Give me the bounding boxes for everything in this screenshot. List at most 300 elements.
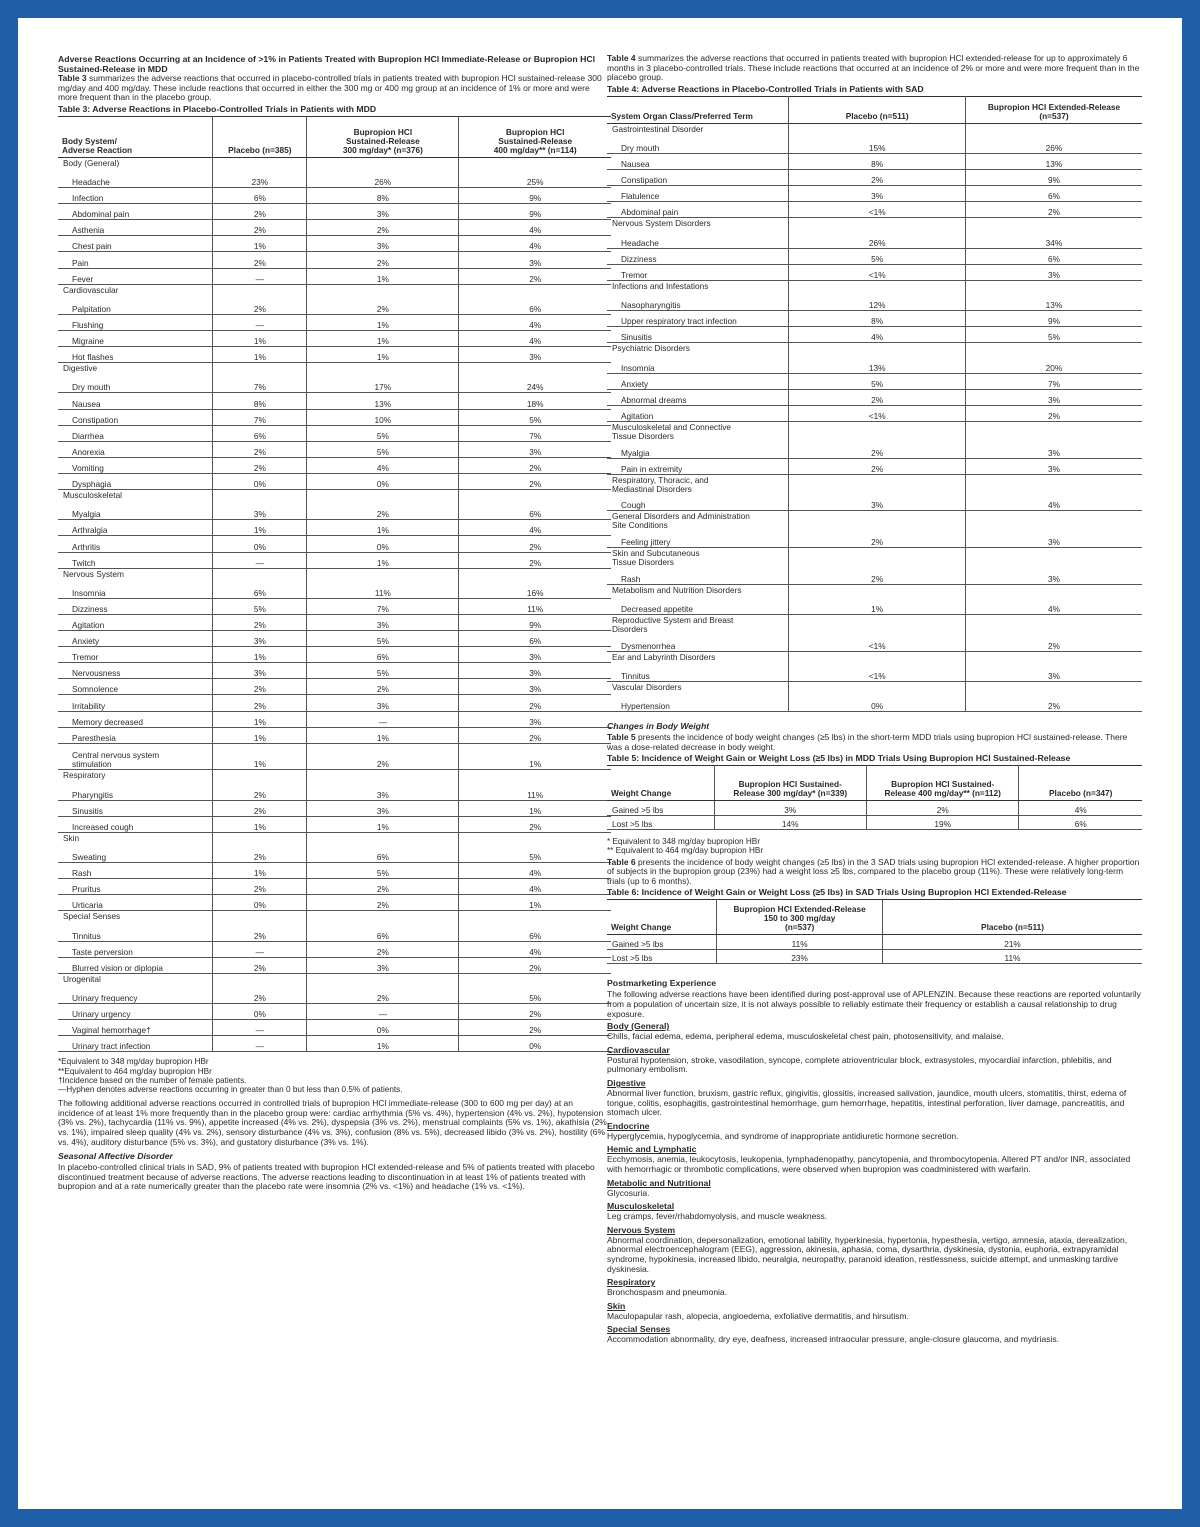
cell-value: 1% <box>213 711 307 727</box>
cell-value: 21% <box>883 935 1142 950</box>
row-label: Abnormal dreams <box>607 389 789 405</box>
cell-value: 4% <box>459 941 611 957</box>
row-label: Blurred vision or diplopia <box>58 957 213 973</box>
footnote: *Equivalent to 348 mg/day bupropion HBr <box>58 1057 209 1067</box>
cell-value: 2% <box>459 1020 611 1036</box>
empty-cell <box>307 911 459 926</box>
category-label: Respiratory <box>63 770 106 781</box>
table-row <box>607 233 1142 249</box>
table-row <box>607 458 1142 474</box>
cell-value: 2% <box>789 532 966 548</box>
row-label: Insomnia <box>58 583 213 599</box>
table-row <box>58 598 611 614</box>
category-label: General Disorders and Administration Site Conditions <box>612 511 750 531</box>
column-header: Bupropion HCl Extended-Release 150 to 300 mg/day (n=537) <box>717 900 883 935</box>
postmarketing-section-text: Abnormal coordination, depersonalization, emotional lability, hyperkinesia, hypertonia, hypesthesia, vertigo, amnesia, ataxia, derealization, abnormal electroencephalogram (EEG), aggression, akinesia, aphasia, coma, dysarthria, dyskinesia, dystonia, euphoria, extrapyramidal syndrome, hypokinesia, increased libido, neuralgia, neuropathy, paranoid ideation, restlessness, suicide attempt, and unmasking tardive dyskinesia. <box>607 1234 1128 1274</box>
table-row <box>607 154 1142 170</box>
row-label: Migraine <box>58 331 213 347</box>
table-row <box>58 679 611 695</box>
cell-value: 13% <box>965 154 1142 170</box>
table-category-row <box>607 681 1142 696</box>
row-label: Dysmenorrhea <box>607 635 789 651</box>
cell-value: 7% <box>213 377 307 393</box>
column-header: Bupropion HCl Sustained-Release 300 mg/day* (n=376) <box>307 116 459 157</box>
row-label: Gained >5 lbs <box>607 801 714 816</box>
postmarketing-section-title: Hemic and Lymphatic <box>607 1144 697 1155</box>
table5-weight-change-mdd <box>607 765 1142 830</box>
cell-value: 7% <box>213 409 307 425</box>
postmarketing-section-text: Leg cramps, fever/rhabdomyolysis, and muscle weakness. <box>607 1211 828 1222</box>
empty-cell <box>965 511 1142 532</box>
cell-value: 6% <box>459 299 611 315</box>
row-label: Headache <box>58 172 213 188</box>
cell-value: — <box>307 711 459 727</box>
cell-value: 26% <box>965 138 1142 154</box>
table-row <box>607 405 1142 421</box>
cell-value: 4% <box>459 520 611 536</box>
empty-cell <box>965 547 1142 568</box>
cell-value: 2% <box>789 170 966 186</box>
category-label: Ear and Labyrinth Disorders <box>612 651 716 662</box>
right-column <box>607 54 1142 1348</box>
table-row <box>58 1020 611 1036</box>
cell-value: — <box>307 1004 459 1020</box>
left-column <box>58 54 611 1193</box>
cell-value: 3% <box>307 785 459 801</box>
table-row <box>607 248 1142 264</box>
empty-cell <box>789 584 966 599</box>
row-label: Rash <box>607 569 789 585</box>
cell-value: 5% <box>789 373 966 389</box>
table3-footnotes <box>58 1057 611 1094</box>
column-header: Body System/ Adverse Reaction <box>58 116 213 157</box>
table-row <box>58 552 611 568</box>
cell-value: 2% <box>213 679 307 695</box>
cell-value: 8% <box>789 311 966 327</box>
row-label: Abdominal pain <box>607 202 789 218</box>
cell-value: 3% <box>459 441 611 457</box>
postmarketing-section-text: Maculopapular rash, alopecia, angioedema, exfoliative dermatitis, and hirsutism. <box>607 1310 909 1321</box>
cell-value: 0% <box>213 473 307 489</box>
empty-cell <box>459 973 611 988</box>
table3-caption: Table 3: Adverse Reactions in Placebo-Controlled Trials in Patients with MDD <box>58 103 377 114</box>
cell-value: 6% <box>459 631 611 647</box>
cell-value: <1% <box>789 635 966 651</box>
postmarketing-section-title: Skin <box>607 1300 626 1311</box>
row-label: Tremor <box>607 264 789 280</box>
row-label: Central nervous system stimulation <box>58 743 213 770</box>
document-page <box>18 18 1182 1509</box>
table-category-row <box>58 157 611 172</box>
empty-cell <box>789 123 966 138</box>
cell-value: 8% <box>213 393 307 409</box>
table-row <box>607 202 1142 218</box>
row-label: Taste perversion <box>58 941 213 957</box>
row-label: Flushing <box>58 314 213 330</box>
postmarketing-section-text: Hyperglycemia, hypoglycemia, and syndrome of inappropriate antidiuretic hormone secretion. <box>607 1130 959 1141</box>
empty-cell <box>213 490 307 505</box>
empty-cell <box>307 568 459 583</box>
row-label: Hot flashes <box>58 347 213 363</box>
cell-value: 3% <box>307 236 459 252</box>
cell-value: 2% <box>459 957 611 973</box>
row-label: Nausea <box>607 154 789 170</box>
table-row <box>58 331 611 347</box>
row-label: Anxiety <box>58 631 213 647</box>
table-row <box>607 935 1142 950</box>
empty-cell <box>213 832 307 847</box>
empty-cell <box>213 911 307 926</box>
cell-value: 9% <box>965 311 1142 327</box>
sad-heading: Seasonal Affective Disorder <box>58 1151 173 1162</box>
cell-value: 6% <box>213 188 307 204</box>
cell-value: 4% <box>459 879 611 895</box>
cell-value: 5% <box>965 327 1142 343</box>
category-label: Special Senses <box>63 911 121 922</box>
cell-value: 2% <box>213 220 307 236</box>
empty-cell <box>307 973 459 988</box>
row-label: Upper respiratory tract infection <box>607 311 789 327</box>
table-row <box>607 696 1142 712</box>
cell-value: 11% <box>307 583 459 599</box>
row-label: Arthritis <box>58 536 213 552</box>
cell-value: 2% <box>213 441 307 457</box>
table-row <box>607 442 1142 458</box>
cell-value: 2% <box>459 457 611 473</box>
cell-value: 6% <box>459 926 611 942</box>
table-row <box>58 663 611 679</box>
table5-caption: Table 5: Incidence of Weight Gain or Weight Loss (≥5 lbs) in MDD Trials Using Bupropion HCl Sustained-Release <box>607 753 1071 764</box>
footnote: †Incidence based on the number of female patients. <box>58 1075 247 1085</box>
table-row <box>58 188 611 204</box>
cell-value: 4% <box>307 457 459 473</box>
table-category-row <box>58 284 611 299</box>
postmarketing-section-title: Respiratory <box>607 1277 656 1288</box>
empty-cell <box>965 614 1142 635</box>
cell-value: 2% <box>307 988 459 1004</box>
cell-value: 0% <box>307 1020 459 1036</box>
row-label: Pharyngitis <box>58 785 213 801</box>
cell-value: 2% <box>307 252 459 268</box>
table-row <box>58 536 611 552</box>
table-row <box>607 186 1142 202</box>
category-label: Infections and Infestations <box>612 280 709 291</box>
cell-value: 5% <box>307 863 459 879</box>
table-row <box>607 815 1142 830</box>
table-row <box>58 785 611 801</box>
cell-value: 1% <box>213 347 307 363</box>
cell-value: 1% <box>307 1036 459 1052</box>
cell-value: 1% <box>307 727 459 743</box>
table-row <box>58 457 611 473</box>
category-label: Cardiovascular <box>63 284 119 295</box>
row-label: Decreased appetite <box>607 599 789 615</box>
cell-value: 1% <box>213 727 307 743</box>
table-row <box>58 711 611 727</box>
table-category-row <box>607 651 1142 666</box>
empty-cell <box>213 363 307 378</box>
cell-value: 14% <box>714 815 866 830</box>
row-label: Arthralgia <box>58 520 213 536</box>
cell-value: 3% <box>213 504 307 520</box>
cell-value: 2% <box>789 442 966 458</box>
cell-value: <1% <box>789 405 966 421</box>
cell-value: 0% <box>213 536 307 552</box>
cell-value: 2% <box>459 1004 611 1020</box>
row-label: Tremor <box>58 647 213 663</box>
table-row <box>58 583 611 599</box>
postmarketing-section-title: Special Senses <box>607 1324 671 1335</box>
cell-value: — <box>213 552 307 568</box>
row-label: Vomiting <box>58 457 213 473</box>
cell-value: 7% <box>459 425 611 441</box>
cell-value: 3% <box>459 647 611 663</box>
cell-value: 3% <box>965 569 1142 585</box>
table-row <box>607 373 1142 389</box>
postmarketing-section-title: Cardiovascular <box>607 1044 670 1055</box>
cell-value: 2% <box>213 926 307 942</box>
cell-value: 2% <box>459 536 611 552</box>
table5-intro: Table 5 presents the incidence of body weight changes (≥5 lbs) in the short-term MDD trials using bupropion HCl sustained-release. There was a dose-related decrease in body weight. <box>607 732 1128 752</box>
cell-value: 5% <box>213 598 307 614</box>
cell-value: 2% <box>213 695 307 711</box>
postmarketing-heading: Postmarketing Experience <box>607 978 717 989</box>
cell-value: 3% <box>789 495 966 511</box>
category-label: Metabolism and Nutrition Disorders <box>612 584 742 595</box>
cell-value: 34% <box>965 233 1142 249</box>
cell-value: 3% <box>965 458 1142 474</box>
row-label: Cough <box>607 495 789 511</box>
postmarketing-sections <box>607 1021 1142 1345</box>
cell-value: 4% <box>1019 801 1142 816</box>
cell-value: 2% <box>307 299 459 315</box>
empty-cell <box>789 421 966 442</box>
column-header: System Organ Class/Preferred Term <box>607 96 789 123</box>
table-row <box>58 220 611 236</box>
row-label: Dizziness <box>607 248 789 264</box>
table-row <box>58 236 611 252</box>
cell-value: 11% <box>459 598 611 614</box>
table-row <box>607 311 1142 327</box>
postmarketing-section-title: Metabolic and Nutritional <box>607 1177 711 1188</box>
cell-value: 2% <box>459 727 611 743</box>
cell-value: 5% <box>459 988 611 1004</box>
postmarketing-section-text: Ecchymosis, anemia, leukocytosis, leukopenia, lymphadenopathy, pancytopenia, and thrombocytopenia. Altered PT and/or INR, associated with hemorrhagic or thrombotic complications, were observed when bupropion was coadministered with warfarin. <box>607 1154 1131 1174</box>
table-category-row <box>607 421 1142 442</box>
cell-value: 1% <box>213 331 307 347</box>
empty-cell <box>789 343 966 358</box>
row-label: Gained >5 lbs <box>607 935 717 950</box>
cell-value: 2% <box>307 879 459 895</box>
cell-value: 9% <box>459 188 611 204</box>
row-label: Flatulence <box>607 186 789 202</box>
table6-intro: Table 6 presents the incidence of body weight changes (≥5 lbs) in the 3 SAD trials using bupropion HCl extended-release. A higher proportion of subjects in the bupropion group (23%) had a weight loss ≥5 lbs, compared to the placebo group (11%). These were relatively long-term trials (up to 6 months). <box>607 856 1140 886</box>
table-row <box>58 393 611 409</box>
row-label: Pruritus <box>58 879 213 895</box>
category-label: Body (General) <box>63 157 120 168</box>
row-label: Feeling jittery <box>607 532 789 548</box>
row-label: Asthenia <box>58 220 213 236</box>
cell-value: 1% <box>459 743 611 770</box>
table-row <box>58 347 611 363</box>
cell-value: 5% <box>789 248 966 264</box>
empty-cell <box>213 568 307 583</box>
cell-value: 3% <box>307 204 459 220</box>
cell-value: 3% <box>213 663 307 679</box>
cell-value: 2% <box>307 504 459 520</box>
cell-value: 2% <box>307 743 459 770</box>
cell-value: 2% <box>459 268 611 284</box>
postmarketing-section-title: Musculoskeletal <box>607 1201 675 1212</box>
row-label: Nasopharyngitis <box>607 295 789 311</box>
cell-value: 0% <box>213 1004 307 1020</box>
empty-cell <box>307 832 459 847</box>
row-label: Urinary tract infection <box>58 1036 213 1052</box>
empty-cell <box>307 363 459 378</box>
row-label: Sinusitis <box>58 800 213 816</box>
cell-value: 3% <box>459 679 611 695</box>
table-row <box>58 631 611 647</box>
cell-value: 13% <box>789 358 966 374</box>
table-row <box>58 520 611 536</box>
empty-cell <box>459 911 611 926</box>
empty-cell <box>213 770 307 785</box>
cell-value: 2% <box>459 816 611 832</box>
cell-value: 8% <box>307 188 459 204</box>
row-label: Chest pain <box>58 236 213 252</box>
cell-value: 5% <box>459 847 611 863</box>
row-label: Insomnia <box>607 358 789 374</box>
table-row <box>58 377 611 393</box>
row-label: Urinary urgency <box>58 1004 213 1020</box>
row-label: Dizziness <box>58 598 213 614</box>
category-label: Gastrointestinal Disorder <box>612 123 704 134</box>
empty-cell <box>965 280 1142 295</box>
cell-value: 3% <box>965 264 1142 280</box>
table-category-row <box>58 490 611 505</box>
row-label: Anxiety <box>607 373 789 389</box>
category-label: Psychiatric Disorders <box>612 343 690 354</box>
cell-value: 4% <box>459 314 611 330</box>
postmarketing-section-title: Body (General) <box>607 1021 670 1032</box>
category-label: Skin and Subcutaneous Tissue Disorders <box>612 547 700 567</box>
cell-value: 0% <box>459 1036 611 1052</box>
table-row <box>58 504 611 520</box>
cell-value: 3% <box>714 801 866 816</box>
cell-value: 2% <box>213 614 307 630</box>
category-label: Musculoskeletal <box>63 490 123 501</box>
row-label: Somnolence <box>58 679 213 695</box>
category-label: Musculoskeletal and Connective Tissue Disorders <box>612 421 731 441</box>
table-row <box>607 569 1142 585</box>
cell-value: 3% <box>213 631 307 647</box>
cell-value: 17% <box>307 377 459 393</box>
row-label: Paresthesia <box>58 727 213 743</box>
column-header: Bupropion HCl Sustained-Release 400 mg/day** (n=114) <box>459 116 611 157</box>
category-label: Vascular Disorders <box>612 681 682 692</box>
cell-value: <1% <box>789 202 966 218</box>
table-row <box>58 299 611 315</box>
cell-value: 6% <box>213 583 307 599</box>
cell-value: 25% <box>459 172 611 188</box>
cell-value: 9% <box>459 614 611 630</box>
category-label: Digestive <box>63 363 98 374</box>
cell-value: 3% <box>307 695 459 711</box>
cell-value: 18% <box>459 393 611 409</box>
row-label: Urinary frequency <box>58 988 213 1004</box>
table-category-row <box>58 363 611 378</box>
cell-value: 2% <box>965 696 1142 712</box>
cell-value: 2% <box>213 988 307 1004</box>
cell-value: 2% <box>965 202 1142 218</box>
row-label: Anorexia <box>58 441 213 457</box>
cell-value: 1% <box>307 347 459 363</box>
cell-value: 5% <box>307 631 459 647</box>
cell-value: 1% <box>213 647 307 663</box>
table-row <box>58 941 611 957</box>
table-row <box>607 170 1142 186</box>
table-row <box>58 988 611 1004</box>
cell-value: 2% <box>789 458 966 474</box>
cell-value: <1% <box>789 264 966 280</box>
table-row <box>58 473 611 489</box>
table-row <box>58 268 611 284</box>
table-row <box>58 1036 611 1052</box>
table-row <box>58 727 611 743</box>
empty-cell <box>213 284 307 299</box>
empty-cell <box>459 770 611 785</box>
row-label: Dry mouth <box>607 138 789 154</box>
cell-value: — <box>213 941 307 957</box>
cell-value: 9% <box>459 204 611 220</box>
cell-value: 1% <box>459 895 611 911</box>
cell-value: 4% <box>965 599 1142 615</box>
cell-value: 0% <box>307 536 459 552</box>
cell-value: 2% <box>789 569 966 585</box>
table-row <box>607 264 1142 280</box>
table-row <box>58 895 611 911</box>
cell-value: 20% <box>965 358 1142 374</box>
cell-value: 3% <box>965 666 1142 682</box>
empty-cell <box>965 584 1142 599</box>
column-header: Placebo (n=385) <box>213 116 307 157</box>
cell-value: 2% <box>213 252 307 268</box>
cell-value: — <box>213 268 307 284</box>
table-category-row <box>607 474 1142 495</box>
table-row <box>607 495 1142 511</box>
cell-value: 3% <box>965 532 1142 548</box>
table-row <box>58 172 611 188</box>
cell-value: 26% <box>307 172 459 188</box>
table4-intro: Table 4 summarizes the adverse reactions that occurred in patients treated with bupropion HCl extended-release for up to approximately 6 months in 3 placebo-controlled trials. These include reactions that occurred at an incidence of 2% or more and were more frequent than in the placebo group. <box>607 53 1140 83</box>
category-label: Skin <box>63 832 80 843</box>
table-row <box>58 425 611 441</box>
row-label: Lost >5 lbs <box>607 949 717 964</box>
cell-value: 4% <box>459 236 611 252</box>
empty-cell <box>213 157 307 172</box>
cell-value: — <box>213 314 307 330</box>
cell-value: 2% <box>213 847 307 863</box>
cell-value: 2% <box>307 895 459 911</box>
empty-cell <box>307 770 459 785</box>
column-header: Bupropion HCl Extended-Release (n=537) <box>965 96 1142 123</box>
postmarketing-section-text: Accommodation abnormality, dry eye, deafness, increased intraocular pressure, angle-closure glaucoma, and mydriasis. <box>607 1334 1059 1345</box>
cell-value: 6% <box>459 504 611 520</box>
cell-value: 2% <box>866 801 1018 816</box>
cell-value: 6% <box>213 425 307 441</box>
cell-value: 3% <box>459 663 611 679</box>
category-label: Respiratory, Thoracic, and Mediastinal Disorders <box>612 474 709 494</box>
